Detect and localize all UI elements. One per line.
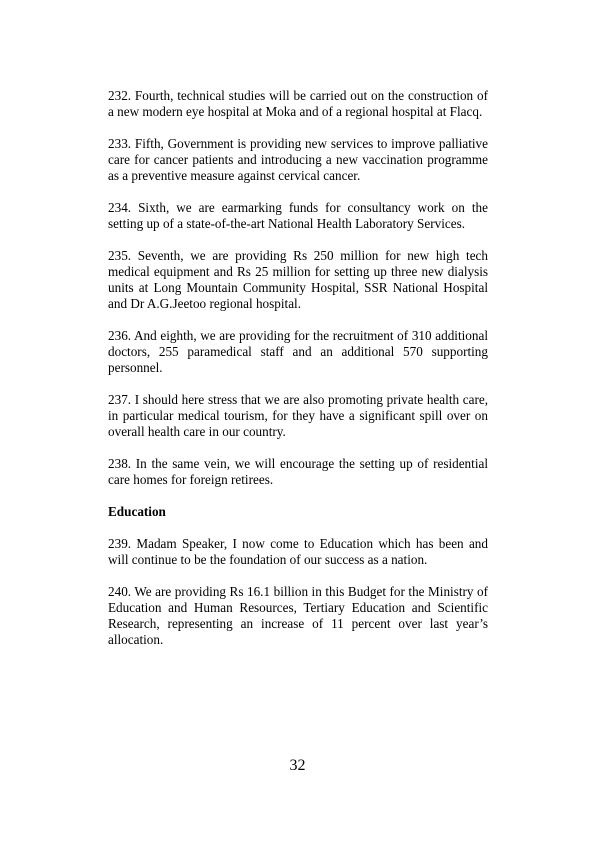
paragraph-236: 236. And eighth, we are providing for the recruitment of 310 additional doctors, 255 paramedical staff and an additional 570 supporting personnel.	[108, 328, 488, 375]
paragraph-235: 235. Seventh, we are providing Rs 250 million for new high tech medical equipment and Rs 25 million for setting up three new dialysis units at Long Mountain Community Hospital, SSR National Hospital and Dr A.G.Jeetoo regional hospital.	[108, 248, 488, 311]
section-heading-education: Education	[108, 504, 166, 519]
paragraph-239: 239. Madam Speaker, I now come to Education which has been and will continue to be the foundation of our success as a nation.	[108, 536, 488, 567]
paragraph-234: 234. Sixth, we are earmarking funds for consultancy work on the setting up of a state-of-the-art National Health Laboratory Services.	[108, 200, 488, 231]
document-body	[108, 88, 488, 664]
paragraph-238: 238. In the same vein, we will encourage the setting up of residential care homes for foreign retirees.	[108, 456, 488, 487]
paragraph-232: 232. Fourth, technical studies will be carried out on the construction of a new modern eye hospital at Moka and of a regional hospital at Flacq.	[108, 88, 488, 119]
page-number: 32	[289, 757, 306, 774]
paragraph-233: 233. Fifth, Government is providing new services to improve palliative care for cancer patients and introducing a new vaccination programme as a preventive measure against cervical cancer.	[108, 136, 488, 183]
paragraph-240: 240. We are providing Rs 16.1 billion in this Budget for the Ministry of Education and Human Resources, Tertiary Education and Scientific Research, representing an increase of 11 percent over last year’s allocation.	[108, 584, 488, 647]
paragraph-237: 237. I should here stress that we are also promoting private health care, in particular medical tourism, for they have a significant spill over on overall health care in our country.	[108, 392, 488, 439]
